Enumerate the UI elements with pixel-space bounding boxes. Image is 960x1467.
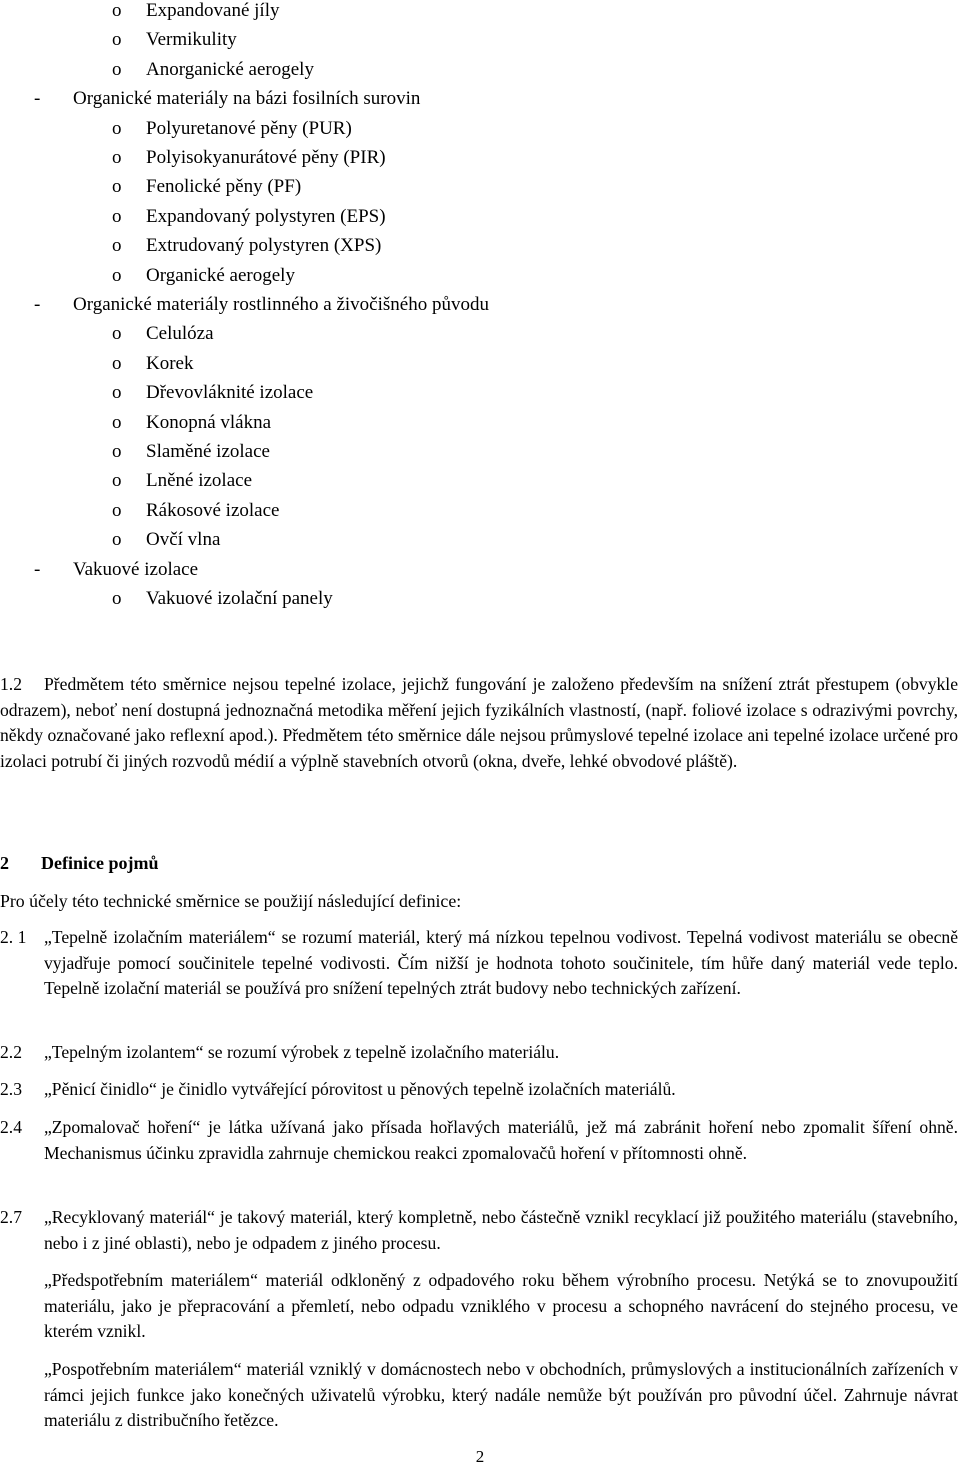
list-bullet: o (112, 411, 122, 433)
list-bullet: o (112, 0, 122, 21)
scope-paragraph: Předmětem této směrnice nejsou tepelné izolace, jejichž fungování je založeno především na snížení ztrát přestupem (obvykle odrazem), neboť není dostupná jednoznačná metodika měření jejich fyzikálních vlastností, (např. foliové izolace s odrazivými povrchy, někdy označované jako reflexní apod.). Předmětem této směrnice dále nejsou průmyslové tepelné izolace ani tepelné izolace určené pro izolaci potrubí či jiných rozvodů médií a výplně stavebních otvorů (okna, dveře, lehké obvodové pláště). (0, 674, 958, 771)
list-dash: - (34, 558, 41, 580)
list-item-text: Expandované jíly (146, 0, 280, 21)
list-item-text: Fenolické pěny (PF) (146, 176, 302, 198)
list-bullet: o (112, 352, 122, 374)
definitions-intro: Pro účely této technické směrnice se použijí následující definice: (0, 891, 462, 911)
list-item-text: Vakuové izolační panely (146, 588, 333, 609)
list-bullet: o (112, 323, 122, 345)
section-heading-number: 2 (0, 853, 9, 873)
list-bullet: o (112, 58, 122, 80)
list-bullet: o (112, 529, 122, 551)
list-item-text: Vermikulity (146, 29, 237, 51)
list-bullet: o (112, 588, 122, 609)
definition-number: 2.7 (0, 1207, 22, 1227)
list-item-text: Organické aerogely (146, 264, 295, 286)
definition-text: „Předspotřebním materiálem“ materiál odkloněný z odpadového roku během výrobního procesu. Netýká se to znovupoužití materiálu, jako je přepracování a přemletí, nebo odpadu vzniklého v procesu a schopného navrácení do stejného procesu, ve kterém vznikl. (44, 1270, 958, 1342)
list-item-text: Ovčí vlna (146, 529, 221, 551)
list-item-text: Celulóza (146, 323, 214, 345)
list-bullet: o (112, 235, 122, 257)
list-bullet: o (112, 499, 122, 521)
list-item-text: Dřevovláknité izolace (146, 382, 314, 404)
list-item-text: Polyisokyanurátové pěny (PIR) (146, 147, 386, 168)
list-bullet: o (112, 382, 122, 404)
definition-text: „Tepelně izolačním materiálem“ se rozumí materiál, který má nízkou tepelnou vodivost. Tepelná vodivost materiálu se obecně vyjadřuje pomocí součinitele tepelné vodivosti. Čím nižší je hodnota tohoto součinitele, tím hůře daný materiál vede teplo. Tepelně izolační materiál se používá pro snížení tepelných ztrát budovy nebo technických zařízení. (44, 927, 958, 999)
list-item-text: Korek (146, 352, 194, 374)
definition-number: 2.4 (0, 1117, 22, 1137)
section-number: 1.2 (0, 674, 22, 694)
page-number: 2 (475, 1447, 485, 1466)
list-bullet: o (112, 117, 122, 139)
definition-text: „Pěnicí činidlo“ je činidlo vytvářející pórovitost u pěnových tepelně izolačních materiálů. (44, 1079, 676, 1099)
list-bullet: o (112, 441, 122, 462)
list-dash: - (34, 294, 41, 315)
list-bullet: o (112, 470, 122, 492)
list-item-text: Slaměné izolace (146, 441, 270, 462)
list-item-text: Organické materiály rostlinného a živočišného původu (73, 294, 489, 315)
list-item-text: Polyuretanové pěny (PUR) (146, 117, 352, 139)
definition-text: „Tepelným izolantem“ se rozumí výrobek z tepelně izolačního materiálu. (44, 1042, 560, 1062)
list-bullet: o (112, 176, 122, 198)
definition-number: 2.3 (0, 1079, 22, 1099)
list-item-text: Anorganické aerogely (146, 58, 314, 80)
list-item-text: Extrudovaný polystyren (XPS) (146, 235, 382, 257)
list-dash: - (34, 88, 41, 110)
list-item-text: Organické materiály na bázi fosilních surovin (73, 88, 421, 110)
list-bullet: o (112, 147, 122, 168)
definition-text: „Zpomalovač hoření“ je látka užívaná jako přísada hořlavých materiálů, jež má zabránit hoření nebo zpomalit šíření ohně. Mechanismus účinku zpravidla zahrnuje chemickou reakci zpomalovačů hoření v přítomnosti ohně. (44, 1117, 958, 1163)
list-bullet: o (112, 205, 122, 227)
list-item-text: Konopná vlákna (146, 411, 272, 433)
list-bullet: o (112, 29, 122, 51)
definition-text: „Recyklovaný materiál“ je takový materiál, který kompletně, nebo částečně vznikl recyklací již použitého materiálu (stavebního, nebo i z jiné oblasti), nebo je odpadem z jiného procesu. (44, 1207, 958, 1253)
definition-number: 2.2 (0, 1042, 22, 1062)
definition-number: 2. 1 (0, 927, 27, 947)
list-bullet: o (112, 264, 122, 286)
list-item-text: Vakuové izolace (73, 558, 199, 580)
list-item-text: Expandovaný polystyren (EPS) (146, 205, 386, 227)
list-item-text: Rákosové izolace (146, 499, 280, 521)
definition-text: „Pospotřebním materiálem“ materiál vzniklý v domácnostech nebo v obchodních, průmyslových a institucionálních zařízeních v rámci jejich funkce jako konečných uživatelů výrobku, který nadále nemůže být používán pro původní účel. Zahrnuje návrat materiálu z distribučního řetězce. (44, 1359, 958, 1431)
list-item-text: Lněné izolace (146, 470, 253, 492)
section-heading-title: Definice pojmů (41, 853, 159, 873)
